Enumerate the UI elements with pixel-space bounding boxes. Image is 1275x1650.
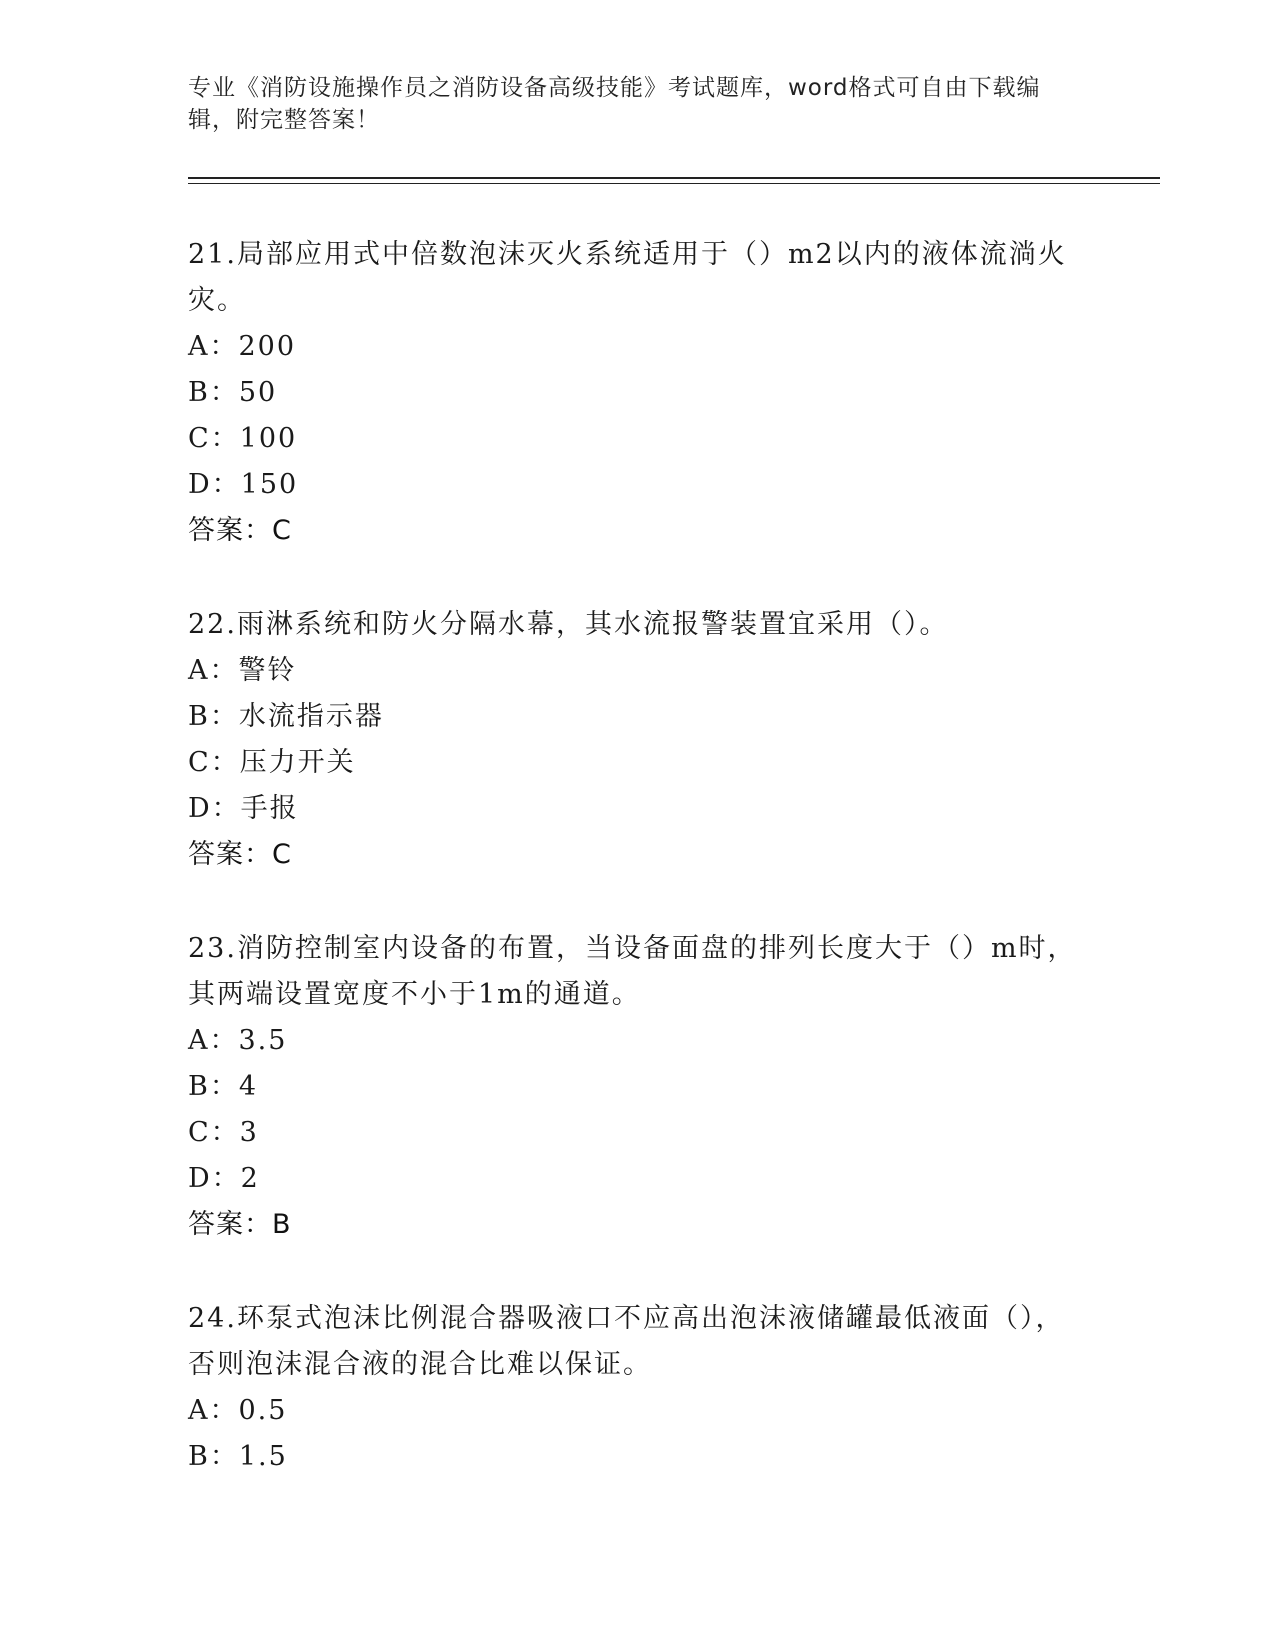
option-a: A：3.5 <box>188 1025 288 1056</box>
option-a: A：警铃 <box>188 655 297 686</box>
option-b: B：50 <box>188 377 278 408</box>
header-divider-thin <box>188 183 1160 184</box>
question-stem: 22.雨淋系统和防火分隔水幕，其水流报警装置宜采用（）。 <box>188 609 949 640</box>
document-header: 专业《消防设施操作员之消防设备高级技能》考试题库，word格式可自由下载编辑，附完整答案！ <box>188 75 1041 133</box>
question-stem: 24.环泵式泡沫比例混合器吸液口不应高出泡沫液储罐最低液面（），否则泡沫混合液的混合比难以保证。 <box>188 1303 1065 1380</box>
option-c: C：100 <box>188 423 298 454</box>
question-stem: 23.消防控制室内设备的布置，当设备面盘的排列长度大于（）m时，其两端设置宽度不小于1m的通道。 <box>188 933 1077 1010</box>
option-b: B：水流指示器 <box>188 701 384 732</box>
option-c: C：3 <box>188 1117 259 1148</box>
question-23 <box>188 926 1088 1248</box>
question-22 <box>188 602 1088 878</box>
option-a: A：0.5 <box>188 1395 288 1426</box>
option-b: B：4 <box>188 1071 259 1102</box>
answer: 答案：C <box>188 839 292 870</box>
header-divider-thick <box>188 177 1160 179</box>
question-21 <box>188 232 1088 554</box>
option-a: A：200 <box>188 331 297 362</box>
option-c: C：压力开关 <box>188 747 356 778</box>
option-d: D：2 <box>188 1163 260 1194</box>
question-24 <box>188 1296 1088 1480</box>
option-b: B：1.5 <box>188 1441 288 1472</box>
question-list <box>188 232 1088 1528</box>
question-stem: 21.局部应用式中倍数泡沫灭火系统适用于（）m2以内的液体流淌火灾。 <box>188 239 1067 316</box>
answer: 答案：B <box>188 1209 292 1240</box>
answer: 答案：C <box>188 515 292 546</box>
option-d: D：手报 <box>188 793 299 824</box>
option-d: D：150 <box>188 469 299 500</box>
